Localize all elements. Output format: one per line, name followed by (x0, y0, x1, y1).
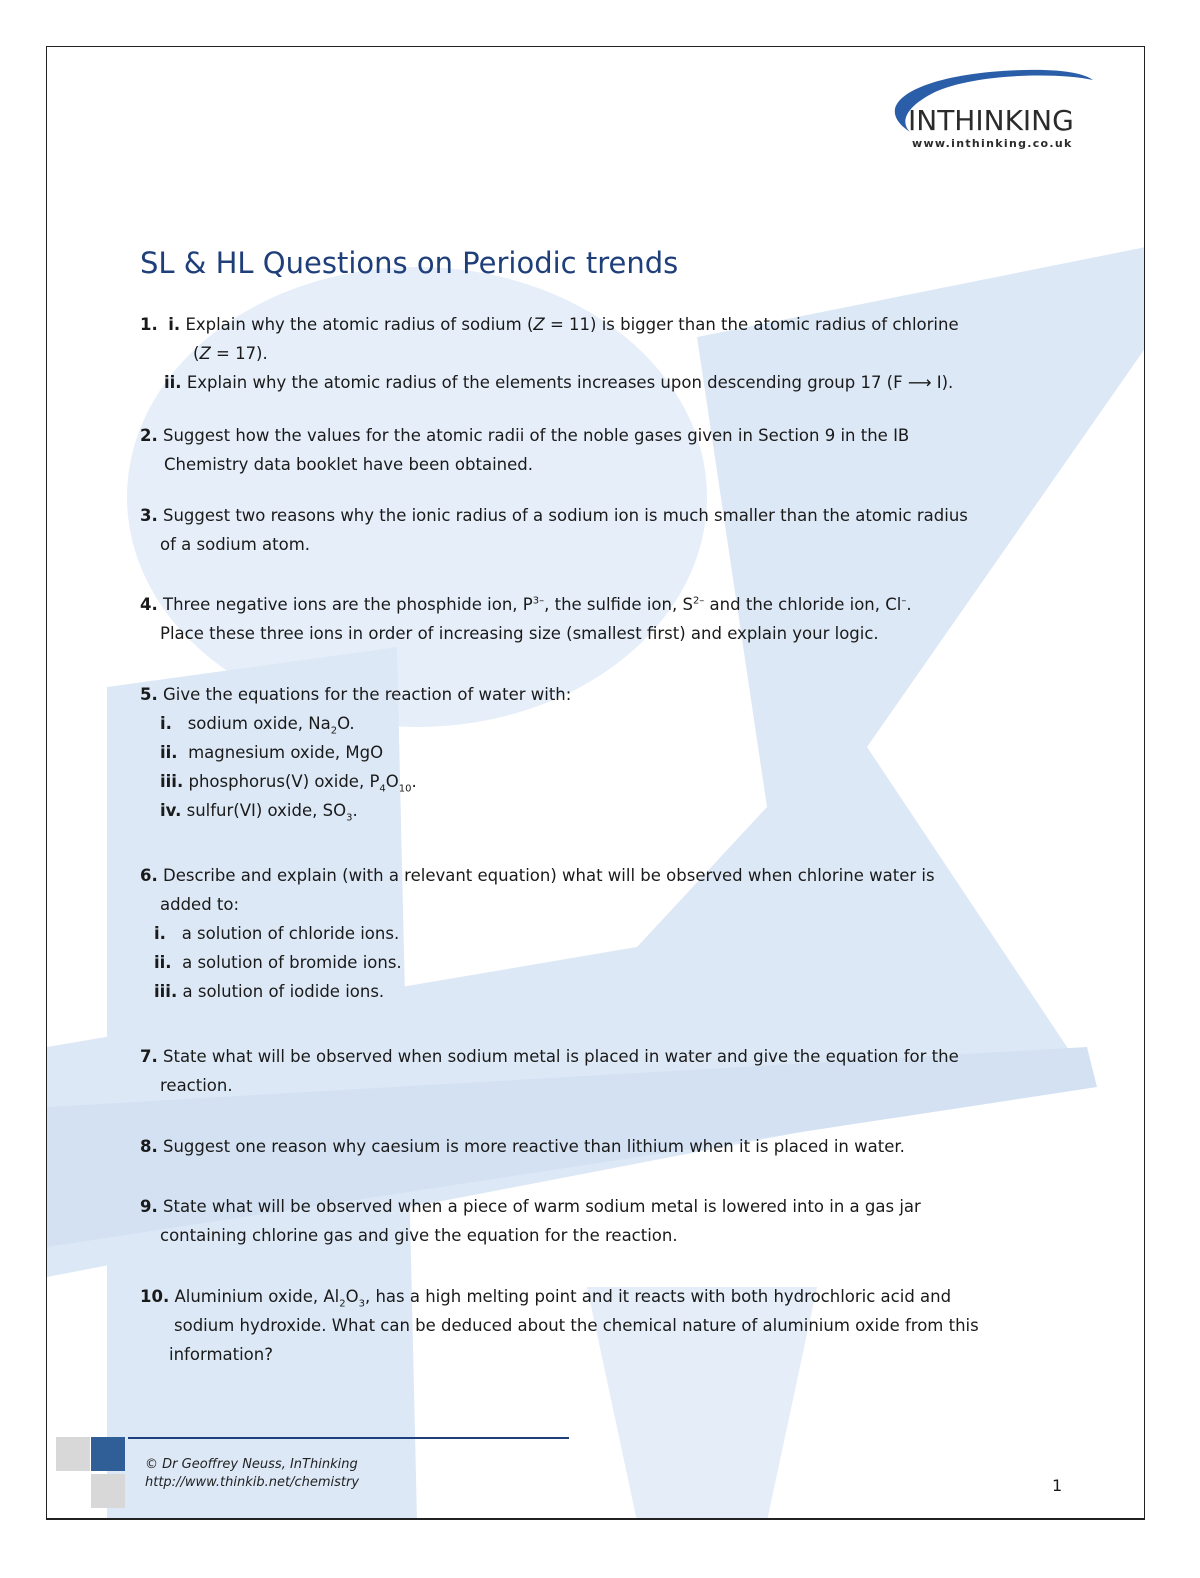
question-text: added to: (160, 895, 240, 914)
footer-url: http://www.thinkib.net/chemistry (145, 1475, 360, 1490)
item-text: sulfur(VI) oxide, SO (186, 801, 347, 820)
question-8 (140, 1132, 1040, 1161)
item-label: i. (168, 315, 181, 334)
question-number: 1. (140, 315, 158, 334)
subscript: 3 (358, 1298, 365, 1310)
question-text: Explain why the atomic radius of sodium ( (185, 315, 534, 334)
footer-square-gray (91, 1474, 125, 1508)
item-label: ii. (160, 743, 178, 762)
footer-credit (145, 1456, 359, 1492)
question-10 (140, 1282, 1040, 1369)
subscript: 2 (330, 725, 338, 737)
question-1: 1. i. Explain why the atomic radius of sodium (Z = 11) is bigger than the atomic radius of chlorine (Z = 17). ii. Explain why the atomic radius of the elements increases upon descending group 17 (F ⟶ I). (140, 315, 959, 392)
question-number: 8. (140, 1137, 158, 1156)
question-text: sodium hydroxide. What can be deduced about the chemical nature of aluminium oxide from this (174, 1316, 979, 1335)
question-number: 3. (140, 506, 158, 525)
item-text: O. (337, 714, 355, 733)
question-text: Suggest how the values for the atomic radii of the noble gases given in Section 9 in the IB (157, 426, 910, 445)
charge-superscript: 3– (532, 595, 545, 607)
question-text: information? (169, 1345, 273, 1364)
symbol-z: Z (199, 344, 211, 363)
question-text: State what will be observed when a piece of warm sodium metal is lowered into in a gas jar (157, 1197, 921, 1216)
page-title: SL & HL Questions on Periodic trends (140, 246, 679, 280)
footer-copyright: © Dr Geoffrey Neuss, InThinking (145, 1457, 358, 1472)
item-text: a solution of bromide ions. (182, 953, 402, 972)
question-number: 4. (140, 595, 158, 614)
question-text: Chemistry data booklet have been obtained. (164, 455, 533, 474)
footer-square-gray (56, 1437, 90, 1471)
question-9 (140, 1192, 1040, 1250)
subscript: 10 (398, 783, 412, 795)
item-text: a solution of iodide ions. (182, 982, 385, 1001)
footer-square-blue (91, 1437, 125, 1471)
list-item (140, 796, 1040, 825)
question-text: reaction. (160, 1076, 233, 1095)
question-text: and the chloride ion, Cl (704, 595, 902, 614)
question-number: 6. (140, 866, 158, 885)
list-item (140, 977, 1040, 1006)
question-text: . (906, 595, 912, 614)
question-text: = 11) is bigger than the atomic radius of chlorine (544, 315, 959, 334)
question-3 (140, 501, 1040, 559)
item-label: iii. (160, 772, 184, 791)
question-text: , the sulfide ion, S (544, 595, 693, 614)
charge-superscript: 2– (692, 595, 705, 607)
question-text: O (345, 1287, 359, 1306)
item-text: sodium oxide, Na (187, 714, 331, 733)
list-item (140, 767, 1040, 796)
list-item (140, 709, 1040, 738)
question-number: 9. (140, 1197, 158, 1216)
question-text: , has a high melting point and it reacts with both hydrochloric acid and (364, 1287, 952, 1306)
question-text: containing chlorine gas and give the equation for the reaction. (160, 1226, 678, 1245)
item-label: iii. (154, 982, 178, 1001)
list-item (140, 948, 1040, 977)
question-2 (140, 421, 1040, 479)
question-number: 7. (140, 1047, 158, 1066)
item-text: phosphorus(V) oxide, P (188, 772, 380, 791)
item-label: ii. (154, 953, 172, 972)
footer-divider (128, 1437, 569, 1439)
subscript: 4 (379, 783, 386, 795)
item-text: a solution of chloride ions. (181, 924, 400, 943)
question-number: 5. (140, 685, 158, 704)
question-text: Describe and explain (with a relevant equation) what will be observed when chlorine water is (157, 866, 935, 885)
question-text: Explain why the atomic radius of the elements increases upon descending group 17 (F ⟶ I). (186, 373, 954, 392)
question-number: 10. (140, 1287, 170, 1306)
item-text: . (411, 772, 417, 791)
question-text: Aluminium oxide, Al (169, 1287, 340, 1306)
question-6 (140, 861, 1040, 1006)
question-text: Three negative ions are the phosphide ion, P (157, 595, 533, 614)
symbol-z: Z (533, 315, 545, 334)
question-text: = 17). (210, 344, 268, 363)
item-label: ii. (164, 373, 182, 392)
question-text: Give the equations for the reaction of water with: (157, 685, 572, 704)
question-number: 2. (140, 426, 158, 445)
question-text: Suggest one reason why caesium is more reactive than lithium when it is placed in water. (157, 1137, 905, 1156)
logo-wordmark: INTHINKING (908, 104, 1074, 137)
item-label: i. (160, 714, 172, 733)
list-item (140, 919, 1040, 948)
item-label: iv. (160, 801, 182, 820)
list-item (140, 738, 1040, 767)
item-text: magnesium oxide, MgO (188, 743, 384, 762)
question-text: Suggest two reasons why the ionic radius of a sodium ion is much smaller than the atomic radius (157, 506, 968, 525)
question-5 (140, 680, 1040, 825)
question-text: State what will be observed when sodium metal is placed in water and give the equation for the (157, 1047, 959, 1066)
subscript: 2 (339, 1298, 346, 1310)
item-text: O (385, 772, 399, 791)
question-7 (140, 1042, 1040, 1100)
subscript: 3 (346, 812, 353, 824)
item-text: . (352, 801, 358, 820)
question-text: of a sodium atom. (160, 535, 311, 554)
logo-url: www.inthinking.co.uk (912, 137, 1073, 150)
item-label: i. (154, 924, 166, 943)
charge-superscript: – (901, 595, 907, 607)
question-text: Place these three ions in order of increasing size (smallest first) and explain your logic. (160, 624, 879, 643)
question-4 (140, 590, 1040, 648)
page-number: 1 (1052, 1476, 1063, 1495)
